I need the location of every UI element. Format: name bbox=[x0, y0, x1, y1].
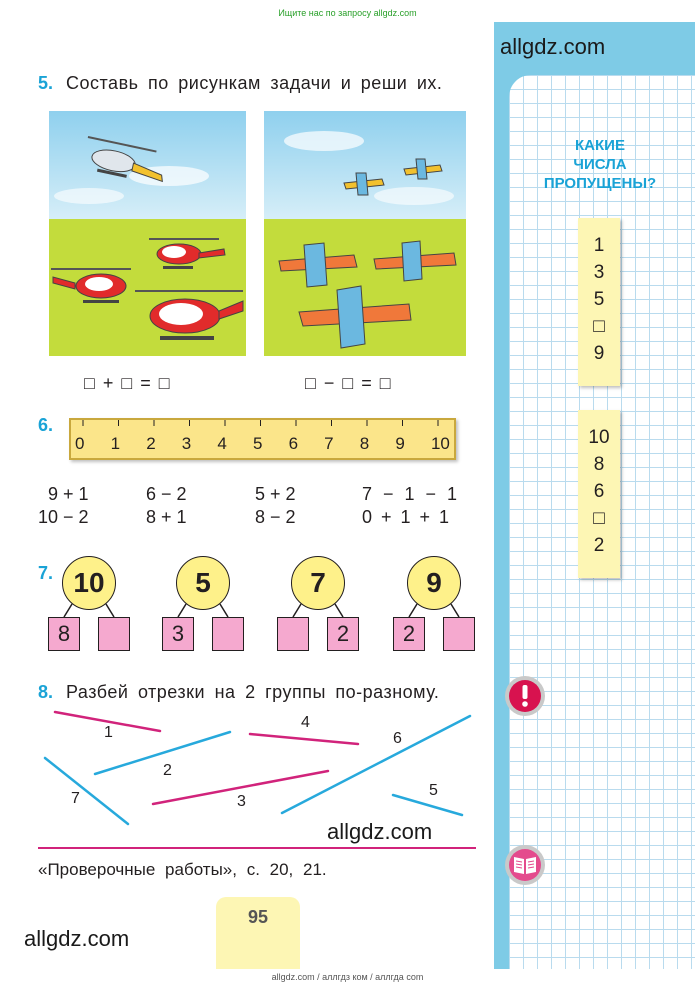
question-line: КАКИЕ bbox=[575, 137, 625, 154]
segment-label: 4 bbox=[301, 714, 310, 731]
number-circle: 10 bbox=[62, 556, 116, 610]
ruler-label: 5 bbox=[252, 434, 263, 453]
number-box-empty bbox=[98, 617, 130, 651]
question-line: ПРОПУЩЕНЫ? bbox=[543, 175, 657, 192]
number-circle: 9 bbox=[407, 556, 461, 610]
expression: 8 − 2 bbox=[255, 507, 296, 527]
task-6-number: 6. bbox=[38, 415, 54, 435]
task-5-number: 5. bbox=[38, 73, 54, 93]
sticky-sequence-2 bbox=[578, 410, 620, 578]
number-box: 2 bbox=[327, 617, 359, 651]
ruler-label: 9 bbox=[395, 434, 405, 453]
watermark-bottom-left: allgdz.com bbox=[24, 926, 130, 951]
number-circle: 7 bbox=[291, 556, 345, 610]
bottom-watermark: allgdz.com / аллгдз ком / аллгда com bbox=[271, 972, 424, 982]
task-8-number: 8. bbox=[38, 682, 54, 702]
question-line: ЧИСЛА bbox=[573, 156, 627, 173]
expression: 5 + 2 bbox=[255, 484, 296, 504]
reference-text: «Проверочные работы», с. 20, 21. bbox=[38, 860, 327, 879]
sequence-number: 2 bbox=[593, 535, 605, 556]
ruler-label: 2 bbox=[146, 434, 156, 453]
page-number: 95 bbox=[216, 897, 300, 969]
sequence-number: 1 bbox=[593, 235, 605, 256]
segments-figure bbox=[0, 700, 495, 840]
ruler-label: 10 bbox=[430, 434, 450, 453]
sequence-number: 5 bbox=[593, 289, 605, 310]
ruler-label: 0 bbox=[75, 434, 85, 453]
sticky-sequence-1 bbox=[578, 218, 620, 386]
sidebar-question bbox=[540, 136, 660, 193]
number-circle: 5 bbox=[176, 556, 230, 610]
number-box: 8 bbox=[48, 617, 80, 651]
task-7-number: 7. bbox=[38, 563, 54, 583]
sequence-number: 10 bbox=[588, 427, 610, 448]
watermark-bottom-right: allgdz.com bbox=[327, 819, 433, 844]
segment-label: 1 bbox=[104, 724, 113, 741]
ruler-label: 3 bbox=[181, 434, 192, 453]
segment-label: 2 bbox=[163, 762, 172, 779]
expression: 6 − 2 bbox=[146, 484, 187, 504]
number-box: 2 bbox=[393, 617, 425, 651]
task-8-text: Разбей отрезки на 2 группы по-разному. bbox=[66, 682, 440, 702]
expression: 0 + 1 + 1 bbox=[362, 507, 450, 527]
segment-label: 7 bbox=[71, 790, 80, 807]
number-box-empty bbox=[443, 617, 475, 651]
expression: 9 + 1 bbox=[48, 484, 89, 504]
task-5-equation-left: □ + □ = □ bbox=[84, 373, 170, 393]
exclamation-icon bbox=[502, 673, 548, 719]
ruler-label: 6 bbox=[288, 434, 299, 453]
number-box-empty bbox=[277, 617, 309, 651]
expression: 8 + 1 bbox=[146, 507, 187, 527]
expression: 7 − 1 − 1 bbox=[362, 484, 458, 504]
task-5-equation-right: □ − □ = □ bbox=[305, 373, 391, 393]
task-5-text: Составь по рисункам задачи и реши их. bbox=[66, 73, 443, 93]
ruler-label: 8 bbox=[359, 434, 370, 453]
divider bbox=[38, 847, 476, 849]
sequence-missing-box: □ bbox=[593, 508, 605, 529]
sequence-number: 9 bbox=[593, 343, 605, 364]
sequence-number: 3 bbox=[593, 262, 605, 283]
segment-label: 6 bbox=[393, 730, 402, 747]
segment-label: 5 bbox=[429, 782, 438, 799]
sequence-number: 6 bbox=[593, 481, 605, 502]
sequence-missing-box: □ bbox=[593, 316, 605, 337]
segment-label: 3 bbox=[237, 793, 246, 810]
ruler-label: 4 bbox=[217, 434, 227, 453]
expression: 10 − 2 bbox=[38, 507, 89, 527]
watermark-sidebar: allgdz.com bbox=[500, 34, 606, 59]
number-box: 3 bbox=[162, 617, 194, 651]
ruler-label: 1 bbox=[110, 434, 121, 453]
top-watermark: Ищите нас по запросу allgdz.com bbox=[278, 8, 417, 18]
book-icon bbox=[502, 842, 548, 888]
number-box-empty bbox=[212, 617, 244, 651]
ruler-label: 7 bbox=[324, 434, 334, 453]
sequence-number: 8 bbox=[593, 454, 605, 475]
